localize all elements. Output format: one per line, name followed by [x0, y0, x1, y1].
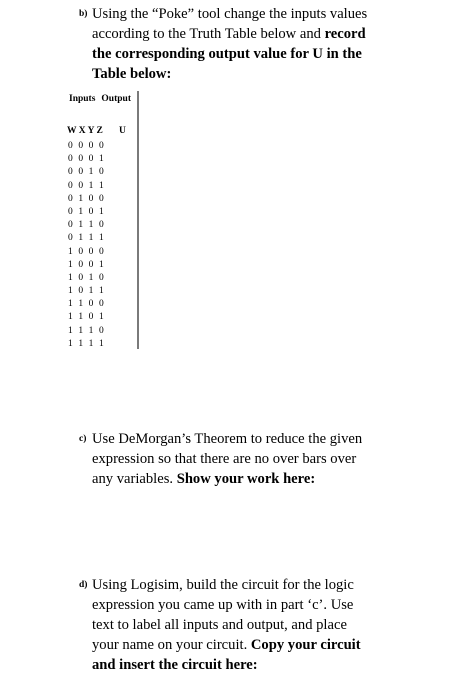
inputs-header-label: Inputs — [69, 94, 96, 104]
truth-table-column-headers — [67, 126, 126, 136]
truth-table-row: 1 0 1 0 — [68, 272, 106, 283]
question-b-line-2 — [92, 24, 367, 44]
question-d-marker: d) — [79, 580, 88, 590]
question-c-line-3 — [92, 469, 362, 489]
truth-table-row: 1 1 0 0 — [68, 299, 106, 310]
truth-table-row: 1 0 0 0 — [68, 246, 106, 257]
question-b-line-1: Using the “Poke” tool change the inputs values — [92, 6, 368, 22]
question-d-line-5-text: and insert the circuit here: — [92, 657, 258, 673]
question-b-line-2-text: according to the Truth Table below and — [92, 26, 325, 42]
question-b-line-3-text: the corresponding output value for U in the — [92, 46, 362, 62]
truth-table-rows — [68, 140, 105, 351]
question-b — [79, 4, 367, 84]
question-c-marker: c) — [79, 434, 87, 444]
question-d-line-2: expression you came up with in part ‘c’. Use — [92, 597, 354, 613]
question-c — [79, 429, 362, 489]
question-b-line-4 — [92, 64, 367, 84]
question-c-line-2: expression so that there are no over bars over — [92, 451, 357, 467]
question-b-line-4-text: Table below: — [92, 66, 172, 82]
question-d-line-1: Using Logisim, build the circuit for the logic — [92, 577, 354, 593]
output-column-label: U — [119, 126, 126, 136]
question-b-marker: b) — [79, 9, 88, 19]
question-c-line-3-text: any variables. — [92, 471, 177, 487]
truth-table-row: 0 1 1 1 — [68, 233, 106, 244]
truth-table-row: 1 1 1 0 — [68, 325, 106, 336]
question-b-record-emphasis: record — [324, 26, 366, 42]
truth-table-row: 0 1 0 0 — [68, 193, 106, 204]
truth-table-row: 0 0 1 0 — [68, 167, 106, 178]
question-d-line-3: text to label all inputs and output, and place — [92, 617, 347, 633]
question-b-line-3 — [92, 44, 367, 64]
output-header-label: Output — [101, 94, 131, 104]
question-d — [79, 575, 361, 675]
question-d-line-5 — [92, 655, 361, 675]
truth-table-row: 0 0 0 1 — [68, 154, 106, 165]
truth-table-row: 1 0 1 1 — [68, 286, 106, 297]
input-columns-label: W X Y Z — [67, 126, 103, 136]
truth-table-row: 0 1 1 0 — [68, 220, 106, 231]
question-d-copy-circuit-emphasis: Copy your circuit — [250, 637, 361, 653]
question-c-show-work-emphasis: Show your work here: — [176, 471, 316, 487]
question-d-line-4 — [92, 635, 361, 655]
truth-table-row: 0 0 0 0 — [68, 141, 106, 151]
truth-table-row: 0 1 0 1 — [68, 206, 106, 217]
question-c-line-1: Use DeMorgan’s Theorem to reduce the given — [92, 431, 363, 447]
truth-table-row: 1 1 0 1 — [68, 312, 106, 323]
truth-table-row: 1 0 0 1 — [68, 259, 106, 270]
truth-table-divider — [137, 91, 139, 349]
question-d-line-4-text: your name on your circuit. — [92, 637, 251, 653]
truth-table-row: 1 1 1 1 — [68, 338, 106, 349]
truth-table-header — [69, 94, 131, 104]
truth-table-row: 0 0 1 1 — [68, 180, 106, 191]
